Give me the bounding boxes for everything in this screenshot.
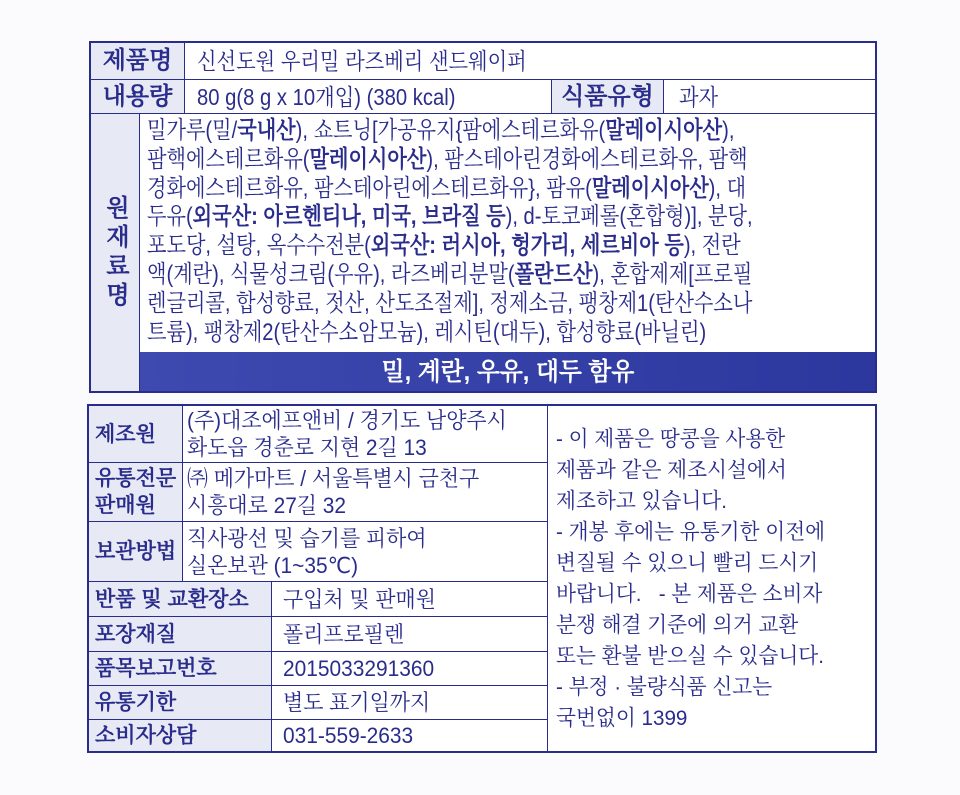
ingredient-text: 액(계란), 식물성크림(우유), 라즈베리분말( — [147, 260, 515, 288]
return-place-value: 구입처 및 판매원 — [283, 586, 436, 612]
ingredient-text: 렌글리콜, 합성향료, 젓산, 산도조절제], 정제소금, 팽창제1(탄산수소나 — [147, 289, 753, 317]
notes-line — [556, 672, 871, 703]
storage-value-line-2 — [187, 552, 543, 579]
allergen-notice-line — [140, 355, 875, 389]
ingredient-text: ), 혼합제제[프로필 — [592, 260, 753, 288]
ingredient-text: 트륨), 팽창제2(탄산수소암모늄), 레시틴(대두), 합성향료(바닐린) — [147, 318, 707, 346]
food-type-value-cell — [664, 80, 875, 114]
product-name-label-line — [91, 46, 184, 76]
ingredient-text: 경화에스테르화유, 팜스테아린에스테르화유}, 팜유( — [147, 174, 592, 202]
storage-label-line — [95, 538, 180, 565]
ingredients-line-text — [147, 232, 741, 261]
expiry-label-line — [95, 689, 269, 716]
distributor-value-cell — [183, 463, 548, 522]
ingredients-line — [147, 319, 869, 348]
consumer-contact-label: 소비자상담 — [95, 724, 197, 747]
ingredient-origin-text: 말레이시아산 — [309, 145, 427, 173]
ingredient-text: ), — [722, 117, 735, 144]
distributor-label-1: 유통전문 — [95, 467, 177, 490]
ingredient-text: ), 쇼트닝[가공유지{팜에스테르화유( — [295, 117, 606, 144]
product-name-label: 제품명 — [102, 47, 173, 74]
return-place-label-line — [95, 586, 269, 613]
packaging-value: 폴리프로필렌 — [283, 621, 405, 647]
ingredient-text: 팜핵에스테르화유( — [147, 145, 310, 173]
notes-text: 제조하고 있습니다. — [556, 488, 727, 513]
packaging-label: 포장재질 — [95, 622, 177, 646]
ingredient-origin-text: 외국산: 러시아, 헝가리, 세르비아 등 — [370, 232, 684, 260]
ingredient-text: ), 전란 — [683, 232, 741, 260]
consumer-contact-label-cell — [89, 720, 272, 751]
notes-line — [556, 703, 871, 734]
details-table — [87, 404, 877, 753]
notes-line — [556, 641, 871, 672]
packaging-label-line — [95, 621, 269, 648]
ingredient-origin-text: 폴란드산 — [514, 260, 593, 288]
notes-line — [556, 455, 871, 486]
manufacturer-value-line-2 — [187, 434, 543, 461]
storage-label-cell — [89, 522, 183, 582]
ingredients-text-cell — [140, 114, 875, 352]
storage-value-cell — [183, 522, 548, 582]
notes-text: 분쟁 해결 기준에 의거 교환 — [556, 612, 799, 637]
distributor-value-1: ㈜ 메가마트 / 서울특별시 금천구 — [187, 466, 480, 491]
ingredients-line — [147, 117, 869, 146]
notes-text: 제품과 같은 제조시설에서 — [556, 457, 787, 482]
food-type-label-line — [552, 82, 663, 112]
return-place-label: 반품 및 교환장소 — [95, 587, 249, 611]
product-name-label-cell — [91, 43, 185, 80]
notes-line — [556, 517, 871, 548]
report-number-label: 품목보고번호 — [95, 657, 217, 680]
manufacturer-label-line — [95, 421, 180, 448]
ingredients-line-text — [147, 203, 753, 232]
ingredients-line — [147, 232, 869, 261]
allergen-notice: 밀, 계란, 우유, 대두 함유 — [381, 357, 634, 386]
notes-line — [556, 579, 871, 610]
distributor-value-line-2 — [187, 492, 543, 519]
report-number-label-cell — [89, 652, 272, 686]
manufacturer-label: 제조원 — [95, 422, 156, 446]
storage-value-line-1 — [187, 525, 543, 552]
notes-text: - 이 제품은 땅콩을 사용한 — [556, 426, 786, 451]
ingredients-line — [147, 290, 869, 319]
net-content-label-line — [91, 82, 184, 112]
ingredient-origin-text: 국내산 — [237, 117, 296, 144]
packaging-label-cell — [89, 617, 272, 652]
notes-cell — [548, 406, 875, 751]
net-content-label-cell — [91, 80, 185, 114]
manufacturer-label-cell — [89, 406, 183, 463]
manufacturer-value-cell — [183, 406, 548, 463]
manufacturer-value-2: 화도읍 경춘로 지현 2길 13 — [187, 435, 427, 460]
ingredients-line-text — [147, 319, 706, 348]
packaging-value-cell — [272, 617, 548, 652]
distributor-label-line-2 — [95, 492, 180, 519]
allergen-notice-bar — [140, 352, 875, 391]
ingredient-text: 두유( — [147, 203, 193, 231]
expiry-label-cell — [89, 686, 272, 720]
notes-line — [556, 610, 871, 641]
product-name-value-line — [197, 46, 869, 76]
ingredient-origin-text: 말레이시아산 — [591, 174, 709, 202]
notes-text: 국번없이 1399 — [556, 705, 688, 730]
notes-text: 변질될 수 있으니 빨리 드시기 — [556, 550, 819, 575]
notes-line — [556, 424, 871, 455]
ingredient-text: ), d-토코페롤(혼합형)], 분당, — [505, 203, 753, 231]
net-content-value-line — [197, 82, 545, 112]
notes-line — [556, 486, 871, 517]
consumer-contact-value-line — [283, 722, 543, 749]
distributor-value-line-1 — [187, 465, 543, 492]
ingredient-text: ), 팜스테아린경화에스테르화유, 팜핵 — [426, 145, 748, 173]
ingredients-line — [147, 175, 869, 204]
storage-value-2: 실온보관 (1~35℃) — [187, 552, 359, 578]
notes-text: - 개봉 후에는 유통기한 이전에 — [556, 519, 826, 544]
report-number-value-line — [283, 655, 543, 682]
net-content-value-cell — [185, 80, 552, 114]
expiry-value: 별도 표기일까지 — [283, 690, 431, 715]
food-type-label: 식품유형 — [561, 82, 654, 110]
return-place-value-cell — [272, 582, 548, 617]
ingredients-line — [147, 146, 869, 175]
report-number-value: 2015033291360 — [283, 656, 435, 681]
product-name-value-cell — [185, 43, 875, 80]
notes-text: 바랍니다. - 본 제품은 소비자 — [556, 581, 823, 606]
ingredients-line-text — [147, 175, 746, 204]
ingredient-text: ), 대 — [708, 174, 747, 202]
distributor-value-2: 시흥대로 27길 32 — [187, 493, 347, 518]
consumer-contact-label-line — [95, 722, 269, 749]
distributor-label-2: 판매원 — [95, 494, 156, 517]
storage-value-1: 직사광선 및 습기를 피하여 — [187, 525, 427, 551]
notes-line — [556, 548, 871, 579]
notes-text: - 부정 · 불량식품 신고는 — [556, 674, 773, 699]
ingredients-line — [147, 203, 869, 232]
food-type-value-line — [679, 82, 869, 112]
ingredient-origin-text: 말레이시아산 — [605, 117, 723, 144]
product-info-table — [89, 41, 877, 393]
return-place-label-cell — [89, 582, 272, 617]
manufacturer-value-1: (주)대조에프앤비 / 경기도 남양주시 — [187, 408, 507, 433]
manufacturer-value-line-1 — [187, 407, 543, 434]
food-type-value: 과자 — [679, 83, 719, 110]
expiry-value-cell — [272, 686, 548, 720]
ingredient-origin-text: 외국산: 아르헨티나, 미국, 브라질 등 — [192, 203, 506, 231]
ingredients-label: 원재료명 — [101, 194, 129, 311]
consumer-contact-value: 031-559-2633 — [283, 723, 414, 748]
ingredient-text: 포도당, 설탕, 옥수수전분( — [147, 232, 371, 260]
net-content-value: 80 g(8 g x 10개입) (380 kcal) — [197, 83, 456, 110]
notes-text: 또는 환불 받으실 수 있습니다. — [556, 643, 824, 668]
return-place-value-line — [283, 586, 543, 613]
storage-label: 보관방법 — [95, 540, 177, 563]
ingredients-line-text — [147, 290, 752, 319]
expiry-label: 유통기한 — [95, 691, 177, 714]
ingredients-line-text — [147, 261, 752, 290]
consumer-contact-value-cell — [272, 720, 548, 751]
distributor-label-cell — [89, 463, 183, 522]
report-number-label-line — [95, 655, 269, 682]
distributor-label-line-1 — [95, 465, 180, 492]
ingredients-line — [147, 261, 869, 290]
ingredients-line-text — [147, 146, 748, 175]
ingredients-label-cell — [91, 114, 140, 391]
packaging-value-line — [283, 621, 543, 648]
food-type-label-cell — [552, 80, 664, 114]
net-content-label: 내용량 — [102, 82, 173, 110]
ingredients-line-text — [147, 117, 734, 146]
expiry-value-line — [283, 689, 543, 716]
product-name-value: 신선도원 우리밀 라즈베리 샌드웨이퍼 — [197, 48, 527, 74]
ingredient-text: 밀가루(밀/ — [147, 117, 238, 144]
report-number-value-cell — [272, 652, 548, 686]
